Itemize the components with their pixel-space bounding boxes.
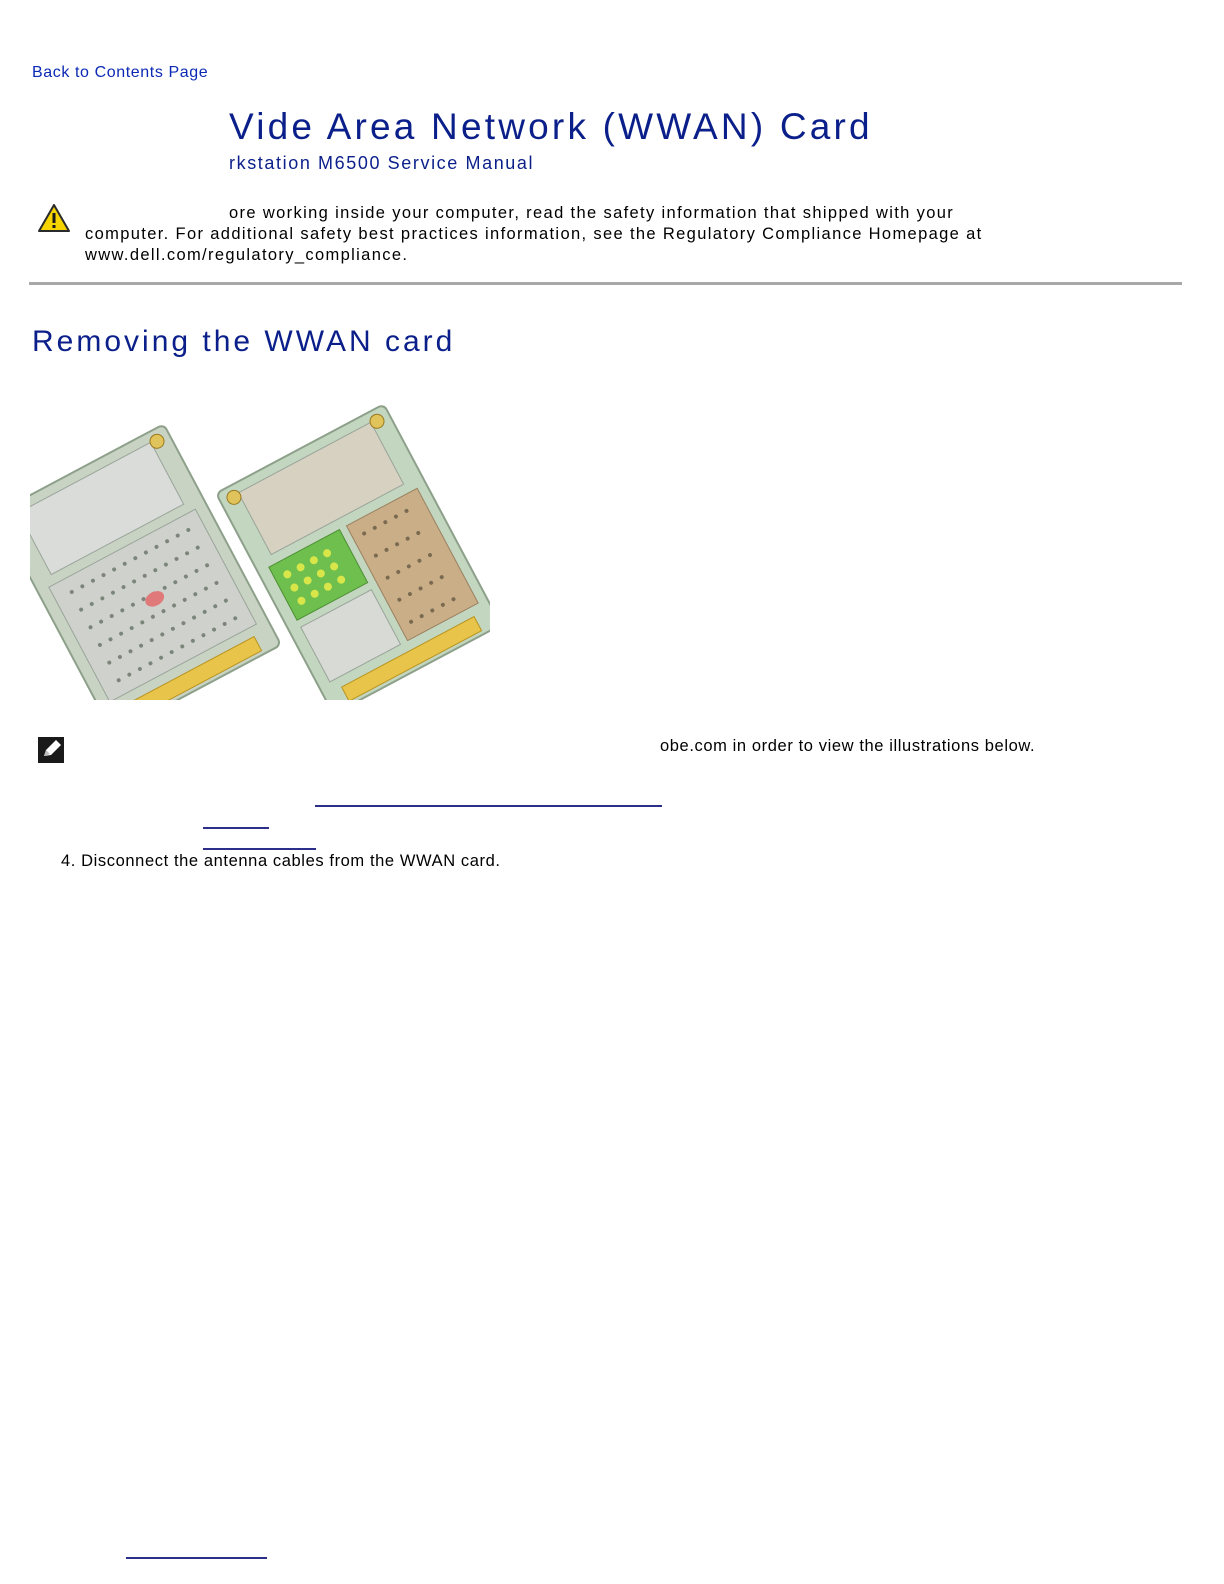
note-pencil-icon	[37, 736, 65, 764]
back-to-contents-link[interactable]: Back to Contents Page	[32, 64, 209, 81]
step-4-text: 4. Disconnect the antenna cables from the WWAN card.	[61, 852, 501, 870]
section-heading: Removing the WWAN card	[32, 325, 456, 358]
caution-icon	[38, 204, 70, 232]
note-text: obe.com in order to view the illustrations below.	[660, 737, 1036, 755]
page-title: Vide Area Network (WWAN) Card	[229, 106, 873, 147]
section-divider	[29, 282, 1182, 285]
page-subtitle: rkstation M6500 Service Manual	[229, 153, 535, 173]
footer-link-underline[interactable]	[126, 1557, 267, 1559]
step-link-underline[interactable]	[203, 827, 269, 829]
wwan-cards-illustration	[30, 400, 490, 700]
caution-text-line-3: www.dell.com/regulatory_compliance.	[85, 246, 409, 264]
caution-text-line-1: ore working inside your computer, read the safety information that shipped with your	[229, 204, 955, 222]
step-link-underline[interactable]	[315, 805, 662, 807]
step-link-underline[interactable]	[203, 848, 316, 850]
caution-text-line-2: computer. For additional safety best practices information, see the Regulatory Compliance Homepage at	[85, 225, 983, 243]
